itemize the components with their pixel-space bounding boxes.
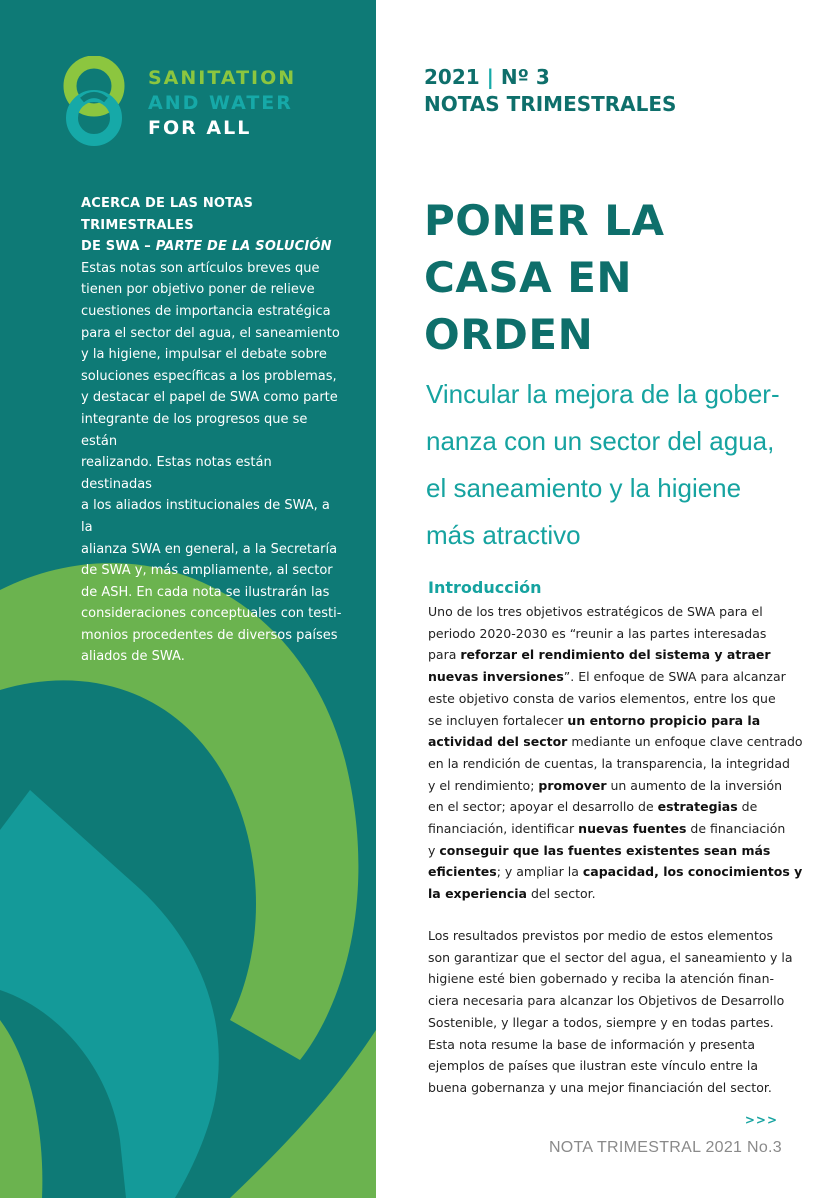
bold-text: un entorno propicio para la	[567, 712, 761, 728]
bold-text: conseguir que las fuentes existentes sean más	[439, 842, 771, 858]
text-span: financiación, identificar	[428, 821, 579, 837]
bold-text: promover	[538, 777, 607, 793]
subtitle-line: más atractivo	[426, 520, 581, 550]
paragraph-line	[428, 1034, 788, 1056]
text-span: de financiación	[686, 821, 786, 837]
paragraph-line	[428, 883, 788, 905]
text-span: Los resultados previstos por medio de estos elementos	[428, 928, 774, 943]
paragraph-line	[428, 1012, 788, 1034]
bold-text: nuevas inversiones	[428, 669, 564, 685]
paragraph-line	[428, 840, 788, 862]
paragraph-line	[428, 710, 788, 732]
bold-text: estrategias	[657, 799, 738, 815]
text-span: para	[428, 647, 461, 663]
text-span: Sostenible, y llegar a todos, siempre y en todas partes.	[428, 1014, 774, 1030]
title-line: PONER LA	[424, 196, 665, 245]
issue-separator: |	[486, 65, 494, 89]
paragraph-line	[428, 753, 788, 775]
about-body-line: monios procedentes de diversos países	[81, 627, 338, 643]
paragraph-line	[428, 861, 803, 883]
text-span: y el rendimiento;	[428, 777, 539, 793]
logo-line-and-water: AND WATER	[148, 92, 293, 114]
subtitle-line: nanza con un sector del agua,	[426, 426, 775, 456]
paragraph-line	[428, 796, 788, 818]
paragraph-line	[428, 601, 788, 623]
text-span: en la rendición de cuentas, la transparencia, la integridad	[428, 755, 790, 771]
bold-text: actividad del sector	[428, 734, 568, 750]
paragraph-line	[428, 968, 788, 990]
text-span: ciera necesaria para alcanzar los Objetivos de Desarrollo	[428, 993, 785, 1009]
about-body-line: cuestiones de importancia estratégica	[81, 303, 331, 319]
issue-number-line	[424, 64, 676, 91]
paragraph-line	[428, 688, 788, 710]
bold-text: capacidad, los conocimientos y	[582, 864, 803, 880]
section-heading-introduccion: Introducción	[428, 578, 542, 597]
paragraph-line	[428, 666, 788, 688]
paragraph-line	[428, 947, 793, 969]
text-span: este objetivo consta de varios elementos, entre los que	[428, 690, 776, 706]
about-body-line: a los aliados institucionales de SWA, a la	[81, 498, 330, 535]
main-content	[376, 0, 838, 1198]
about-body-line: tienen por objetivo poner de relieve	[81, 282, 315, 298]
text-span: higiene esté bien gobernado y reciba la atención finan-	[428, 971, 775, 987]
paragraph-line	[428, 818, 788, 840]
swa-logo-wordmark	[148, 66, 296, 141]
bold-text: la experiencia	[428, 886, 527, 902]
text-span: en el sector; apoyar el desarrollo de	[428, 799, 658, 815]
paragraph-line	[428, 1055, 788, 1077]
about-title-prefix: DE SWA –	[81, 239, 156, 255]
intro-paragraph-1	[428, 601, 803, 905]
text-span: ”. El enfoque de SWA para alcanzar	[563, 669, 786, 685]
text-span: son garantizar que el sector del agua, el saneamiento y la	[428, 949, 793, 965]
paragraph-line	[428, 623, 788, 645]
about-body-line: integrante de los progresos que se están	[81, 411, 308, 449]
text-span: buena gobernanza y una mejor financiación del sector.	[428, 1079, 772, 1095]
page-footer: NOTA TRIMESTRAL 2021 No.3	[548, 1139, 782, 1156]
issue-series: NOTAS TRIMESTRALES	[424, 92, 677, 116]
about-body-line: y la higiene, impulsar el debate sobre	[81, 347, 327, 363]
intro-paragraph-2	[428, 925, 793, 1099]
paragraph-line	[428, 731, 803, 753]
paragraph-line	[428, 775, 788, 797]
text-span: ; y ampliar la	[496, 864, 583, 880]
bold-text: reforzar el rendimiento del sistema y atraer	[460, 647, 771, 663]
text-span: periodo 2020-2030 es “reunir a las partes interesadas	[428, 625, 767, 641]
issue-number: Nº 3	[500, 65, 550, 89]
about-body-line: Estas notas son artículos breves que	[81, 260, 320, 276]
about-title-line2	[81, 236, 343, 258]
about-body-line: alianza SWA en general, a la Secretaría	[81, 541, 338, 557]
about-body-line: realizando. Estas notas están destinadas	[81, 455, 272, 492]
page-title	[424, 192, 665, 363]
issue-year: 2021	[424, 65, 480, 89]
text-span: Uno de los tres objetivos estratégicos de SWA para el	[428, 604, 763, 619]
page-subtitle	[426, 371, 796, 559]
about-body-line: aliados de SWA.	[81, 649, 185, 665]
about-body-line: y destacar el papel de SWA como parte	[81, 390, 338, 406]
text-span: mediante un enfoque clave centrado	[567, 734, 803, 750]
about-body-line: de SWA y, más ampliamente, al sector	[81, 563, 333, 579]
paragraph-line	[428, 644, 788, 666]
continue-marker: >>>	[744, 1113, 778, 1127]
sidebar-panel	[0, 0, 376, 1198]
text-span: un aumento de la inversión	[606, 777, 783, 793]
text-span: Esta nota resume la base de información y presenta	[428, 1036, 755, 1052]
swa-logo-icon	[60, 56, 132, 152]
about-body-line: para el sector del agua, el saneamiento	[81, 325, 340, 341]
title-line: ORDEN	[424, 310, 594, 359]
text-span: de	[737, 799, 758, 815]
bold-text: nuevas fuentes	[578, 821, 687, 837]
text-span: ejemplos de países que ilustran este vínculo entre la	[428, 1058, 759, 1074]
title-line: CASA EN	[424, 253, 633, 302]
about-body-text	[81, 258, 343, 668]
about-notes-section	[81, 193, 343, 668]
about-title-line1: ACERCA DE LAS NOTAS TRIMESTRALES	[81, 196, 254, 233]
about-title-italic: PARTE DE LA SOLUCIÓN	[155, 239, 332, 255]
logo-line-for-all: FOR ALL	[148, 117, 252, 139]
paragraph-line	[428, 925, 788, 947]
paragraph-line	[428, 1077, 788, 1099]
subtitle-line: el saneamiento y la higiene	[426, 473, 742, 503]
about-body-line: de ASH. En cada nota se ilustrarán las	[81, 584, 330, 600]
about-body-line: consideraciones conceptuales con testi-	[81, 606, 342, 622]
bold-text: eficientes	[428, 864, 497, 880]
logo-line-sanitation: SANITATION	[148, 67, 297, 89]
paragraph-line	[428, 990, 788, 1012]
about-title	[81, 193, 343, 258]
subtitle-line: Vincular la mejora de la gober-	[426, 379, 780, 409]
text-span: y	[428, 842, 440, 858]
text-span: se incluyen fortalecer	[428, 712, 568, 728]
about-body-line: soluciones específicas a los problemas,	[81, 368, 337, 384]
issue-header	[424, 64, 676, 118]
text-span: del sector.	[527, 886, 596, 902]
